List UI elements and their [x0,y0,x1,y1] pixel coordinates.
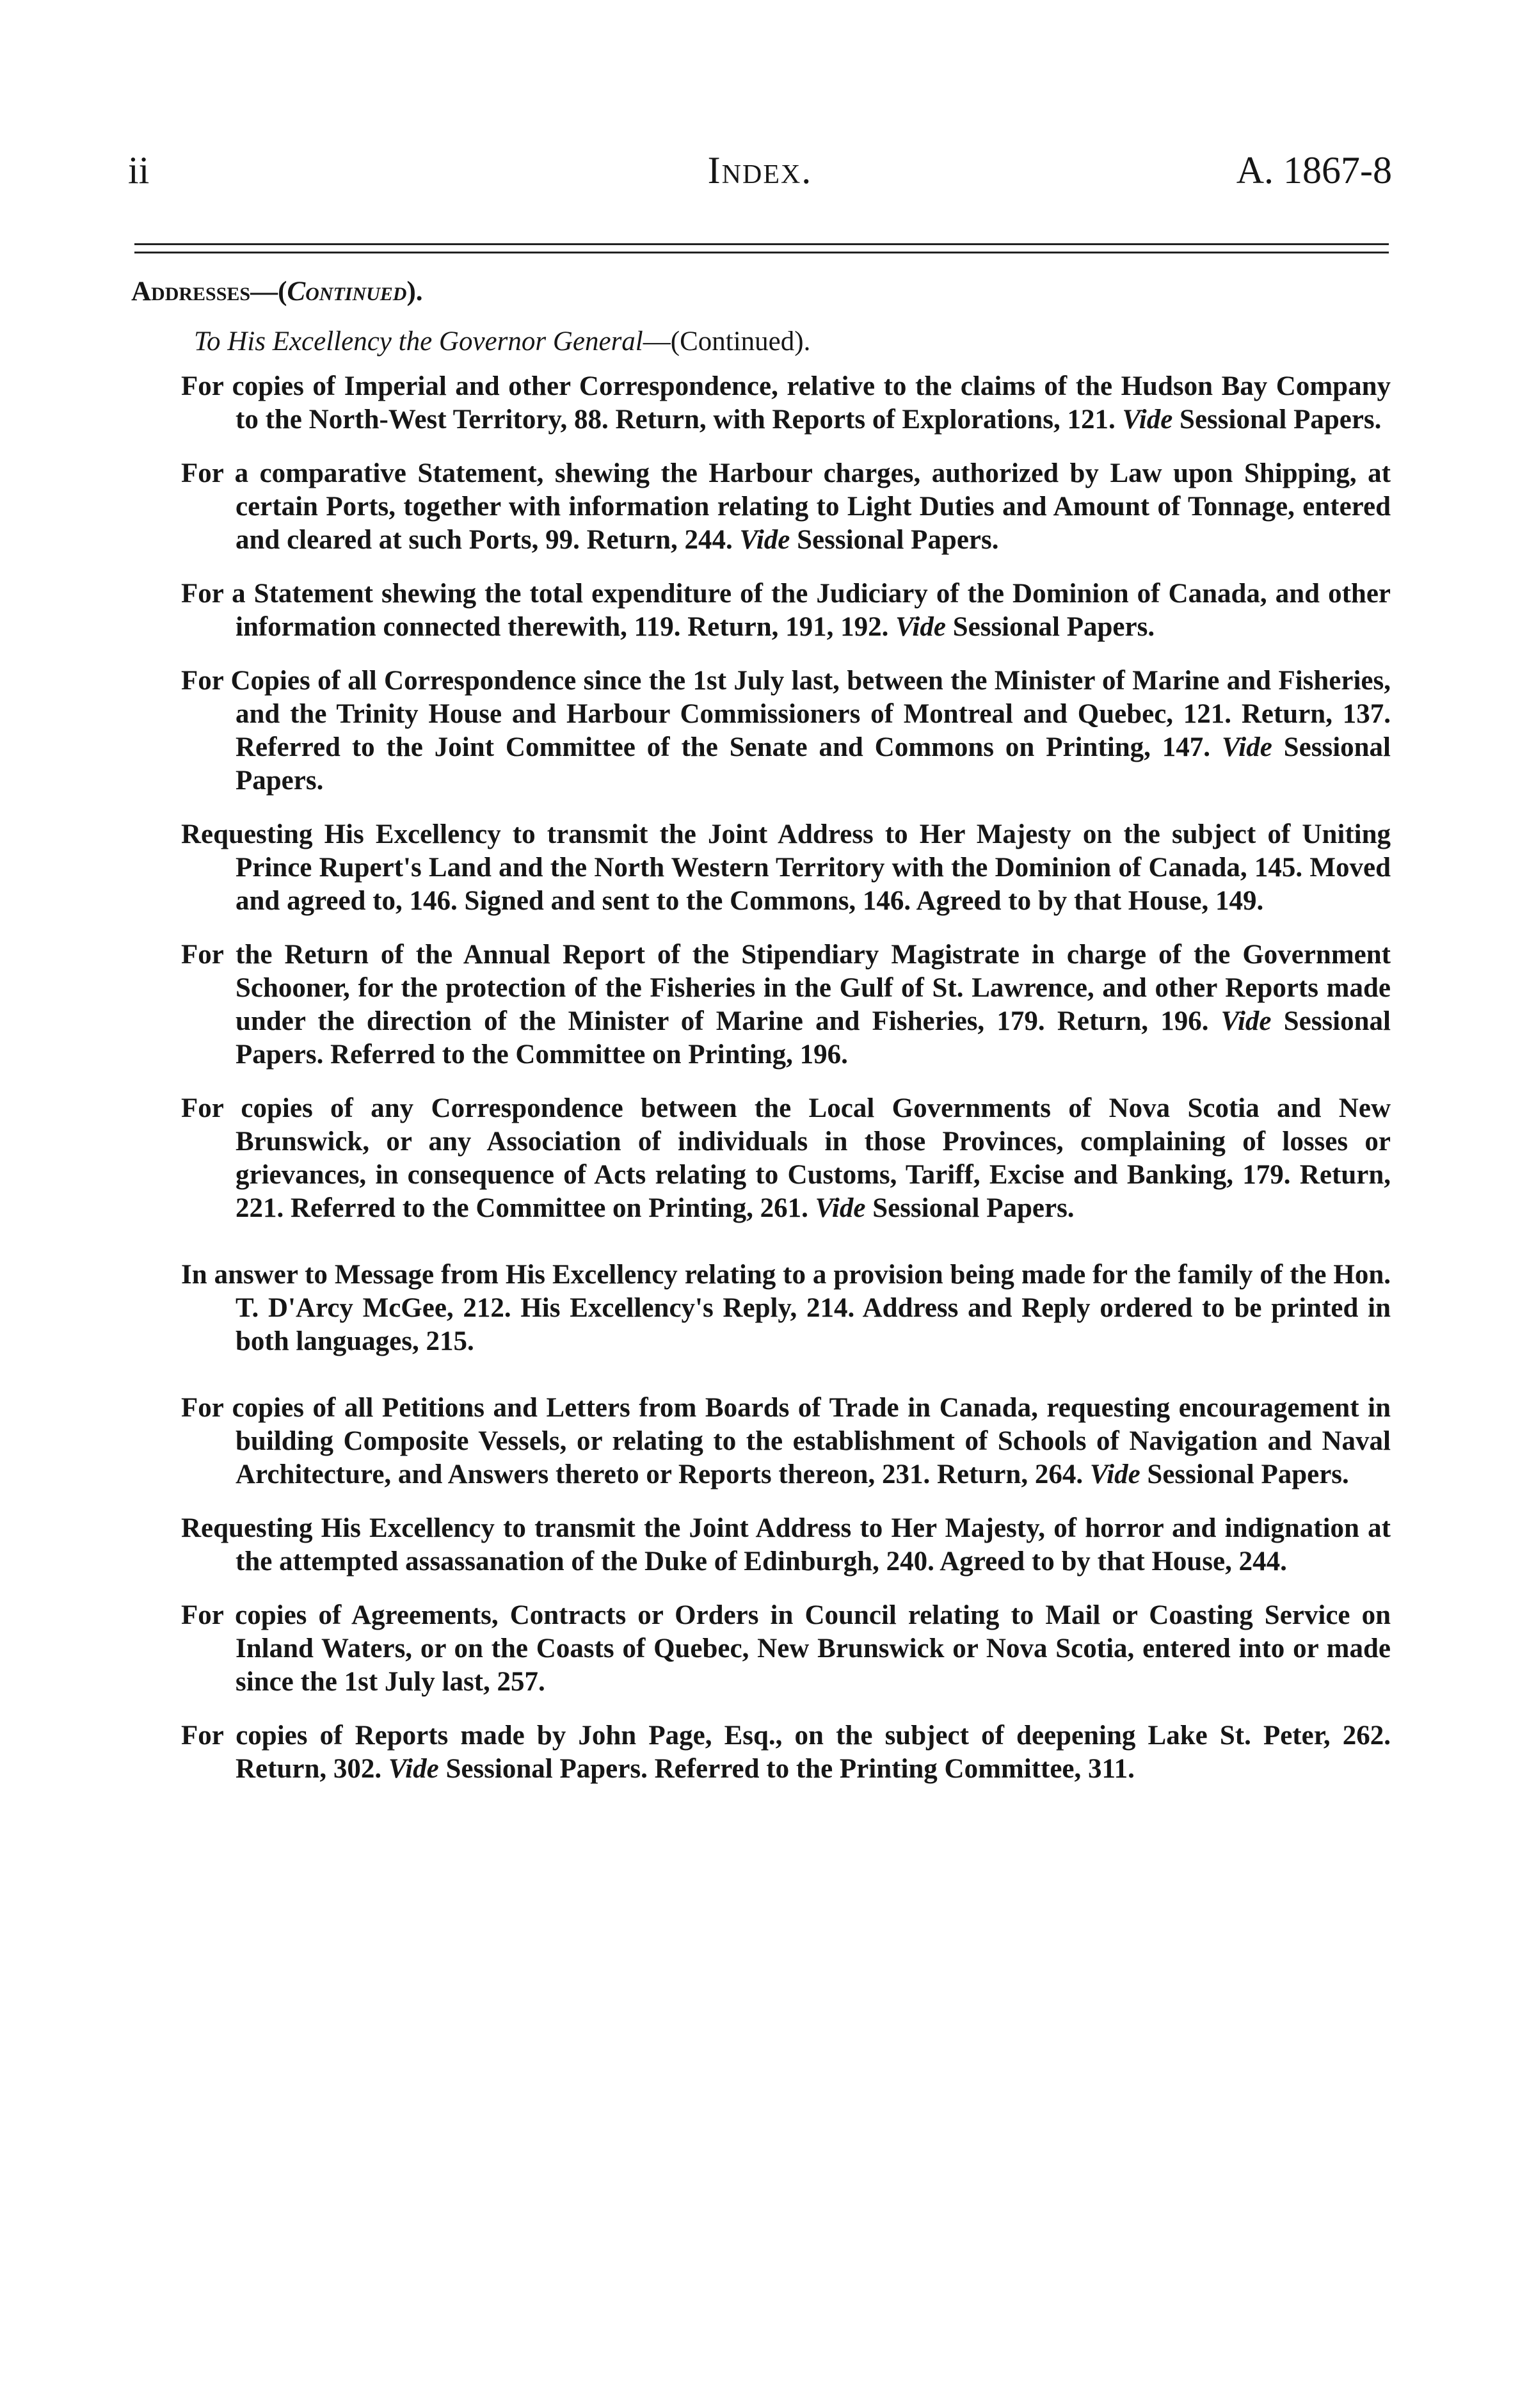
subheading: To His Excellency the Governor General—(Continued). [194,326,811,357]
index-entry: For copies of any Correspondence between the Local Governments of Nova Scotia and New Brunswick, or any Association of individuals in those Provinces, complaining of losses or grievances, in consequence of Acts relating to Customs, Tariff, Excise and Banking, 179. Return, 221. Referred to the Committee on Printing, 261. Vide Sessional Papers. [181,1093,1391,1223]
index-entry: In answer to Message from His Excellency relating to a provision being made for the family of the Hon. T. D'Arcy McGee, 212. His Excellency's Reply, 214. Address and Reply ordered to be printed in both languages, 215. [181,1260,1391,1356]
index-entry: For copies of all Petitions and Letters from Boards of Trade in Canada, requesting encouragement in building Composite Vessels, or relating to the establishment of Schools of Navigation and Naval Architecture, and Answers thereto or Reports thereon, 231. Return, 264. Vide Sessional Papers. [181,1393,1391,1489]
page-header [128,148,1392,206]
index-entry: For the Return of the Annual Report of the Stipendiary Magistrate in charge of the Government Schooner, for the protection of the Fisheries in the Gulf of St. Lawrence, and other Reports made under the direction of the Minister of Marine and Fisheries, 179. Return, 196. Vide Sessional Papers. Referred to the Committee on Printing, 196. [181,940,1391,1070]
index-entry: For copies of Agreements, Contracts or Orders in Council relating to Mail or Coasting Service on Inland Waters, or on the Coasts of Quebec, New Brunswick or Nova Scotia, entered into or made since the 1st July last, 257. [181,1600,1391,1697]
index-content [131,275,1391,1806]
header-double-rule [134,243,1389,253]
index-entry: For a Statement shewing the total expenditure of the Judiciary of the Dominion of Canada, and other information connected therewith, 119. Return, 191, 192. Vide Sessional Papers. [181,579,1391,642]
page-number: ii [128,149,150,191]
index-entry: For copies of Reports made by John Page, Esq., on the subject of deepening Lake St. Peter, 262. Return, 302. Vide Sessional Papers. Referred to the Printing Committee, 311. [181,1721,1391,1784]
section-heading: Addresses—(Continued). [131,277,423,307]
index-entry: For Copies of all Correspondence since the 1st July last, between the Minister of Marine and Fisheries, and the Trinity House and Harbour Commissioners of Montreal and Quebec, 121. Return, 137. Referred to the Joint Committee of the Senate and Commons on Printing, 147. Vide Sessional Papers. [181,666,1391,796]
index-entry: Requesting His Excellency to transmit the Joint Address to Her Majesty on the subject of Uniting Prince Rupert's Land and the North Western Territory with the Dominion of Canada, 145. Moved and agreed to, 146. Signed and sent to the Commons, 146. Agreed to by that House, 149. [181,819,1391,916]
running-title: Index. [707,149,813,191]
session-year: A. 1867-8 [1236,149,1392,191]
index-entry: For a comparative Statement, shewing the Harbour charges, authorized by Law upon Shipping, at certain Ports, together with information relating to Light Duties and Amount of Tonnage, entered and cleared at such Ports, 99. Return, 244. Vide Sessional Papers. [181,458,1391,555]
index-entry: Requesting His Excellency to transmit the Joint Address to Her Majesty, of horror and indignation at the attempted assassanation of the Duke of Edinburgh, 240. Agreed to by that House, 244. [181,1513,1391,1577]
index-entry: For copies of Imperial and other Correspondence, relative to the claims of the Hudson Bay Company to the North-West Territory, 88. Return, with Reports of Explorations, 121. Vide Sessional Papers. [181,371,1391,435]
